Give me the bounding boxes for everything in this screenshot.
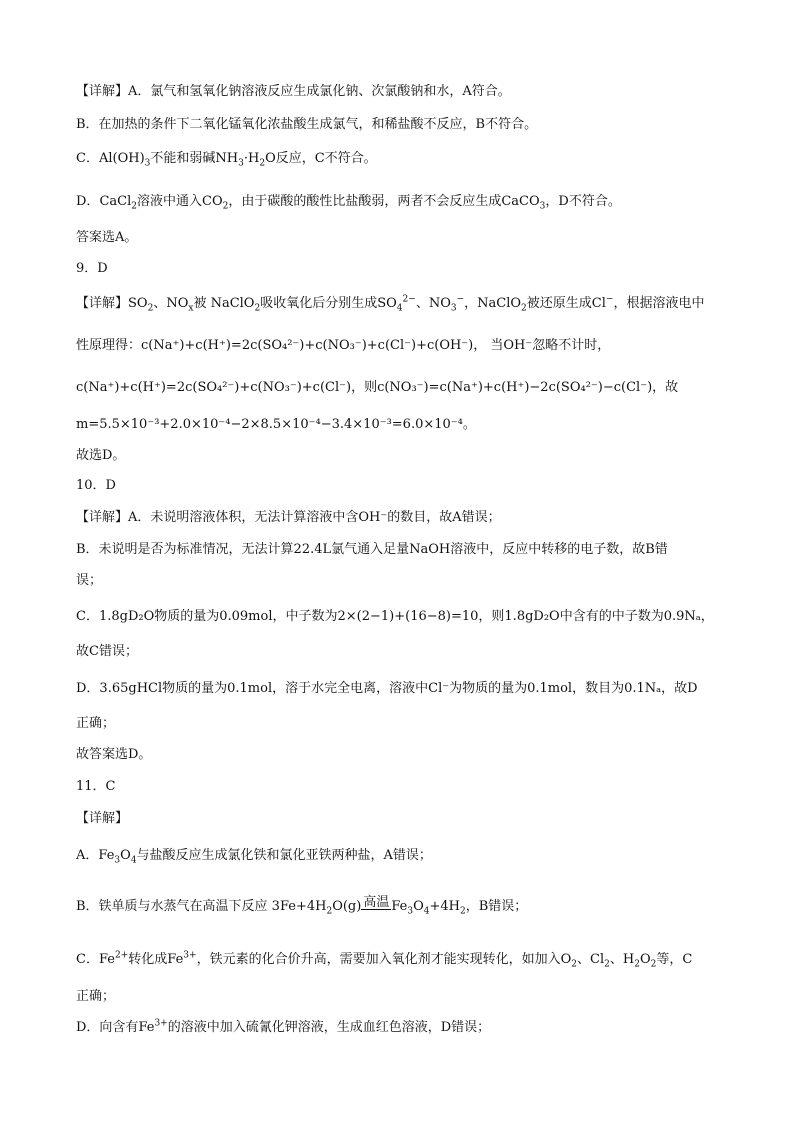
text-line: 性原理得：c(Na⁺)+c(H⁺)=2c(SO₄²⁻)+c(NO₃⁻)+c(Cl⁻)+c(OH⁻)， 当OH⁻忽略不计时， bbox=[76, 338, 611, 353]
text-line: D．3.65gHCl物质的量为0.1mol，溶于水完全电离，溶液中Cl⁻为物质的量为0.1mol，数目为0.1Nₐ，故D bbox=[76, 681, 698, 696]
question-number: 9．D bbox=[76, 261, 108, 276]
text-line: m=5.5×10⁻³+2.0×10⁻⁴−2×8.5×10⁻⁴−3.4×10⁻³=6.0×10⁻⁴。 bbox=[76, 417, 476, 432]
text-line: 误； bbox=[76, 573, 103, 588]
text-line: 故选D。 bbox=[76, 448, 126, 463]
text-line: B．铁单质与水蒸气在高温下反应 $3Fe+4H_2O(g)$ 高温 $Fe_3O_4+4H_2$，B错误； bbox=[76, 895, 528, 917]
text-line: 【详解】A．未说明溶液体积，无法计算溶液中含OH⁻的数目，故A错误； bbox=[76, 510, 501, 525]
reaction-arrow: 高温 bbox=[363, 895, 390, 910]
text-line: 正确； bbox=[76, 989, 116, 1004]
text-line: D．向含有$Fe^{3+}$的溶液中加入硫氰化钾溶液，生成血红色溶液，D错误； bbox=[76, 1018, 491, 1035]
text-line: 故答案选D。 bbox=[76, 747, 152, 762]
text-line: c(Na⁺)+c(H⁺)=2c(SO₄²⁻)+c(NO₃⁻)+c(Cl⁻)，则c(NO₃⁻)=c(Na⁺)+c(H⁺)−2c(SO₄²⁻)−c(Cl⁻)，故 bbox=[76, 380, 679, 395]
question-number: 10．D bbox=[76, 478, 116, 493]
text-line: 【详解】$SO_2$、$NO_x$被 NaClO$_2$吸收氧化后分别生成$SO_4^{2-}$、$NO_3^-$，NaClO$_2$被还原生成Cl−，根据溶液电中 bbox=[76, 294, 705, 314]
text-line: 故C错误； bbox=[76, 644, 138, 659]
text-line: A．$Fe_3O_4$与盐酸反应生成氯化铁和氯化亚铁两种盐，A错误； bbox=[76, 848, 432, 866]
question-number: 11．C bbox=[76, 779, 116, 794]
text-line: D．CaCl$_2$溶液中通入$CO_2$，由于碳酸的酸性比盐酸弱，两者不会反应生成CaCO$_3$，D不符合。 bbox=[76, 194, 621, 212]
text-line: 答案选A。 bbox=[76, 230, 138, 245]
text-line: 正确； bbox=[76, 716, 116, 731]
text-line: C．1.8gD₂O物质的量为0.09mol，中子数为2×(2−1)+(16−8)=10，则1.8gD₂O中含有的中子数为0.9Nₐ， bbox=[76, 609, 714, 624]
text-line: C．$Fe^{2+}$转化成$Fe^{3+}$，铁元素的化合价升高，需要加入氧化剂才能实现转化，如加入$O_2$、$Cl_2$、$H_2O_2$等，C bbox=[76, 950, 693, 970]
text-line: C．$Al(OH)_3$不能和弱碱$NH_3\cdot H_2O$反应，C不符合。 bbox=[76, 151, 377, 169]
text-line: B．在加热的条件下二氧化锰氧化浓盐酸生成氯气，和稀盐酸不反应，B不符合。 bbox=[76, 117, 538, 132]
text-line: 【详解】A．氯气和氢氧化钠溶液反应生成氯化钠、次氯酸钠和水，A符合。 bbox=[76, 84, 511, 99]
text-line: B．未说明是否为标准情况，无法计算22.4L氯气通入足量NaOH溶液中，反应中转移的电子数，故B错 bbox=[76, 542, 668, 557]
text-line: 【详解】 bbox=[76, 811, 129, 826]
